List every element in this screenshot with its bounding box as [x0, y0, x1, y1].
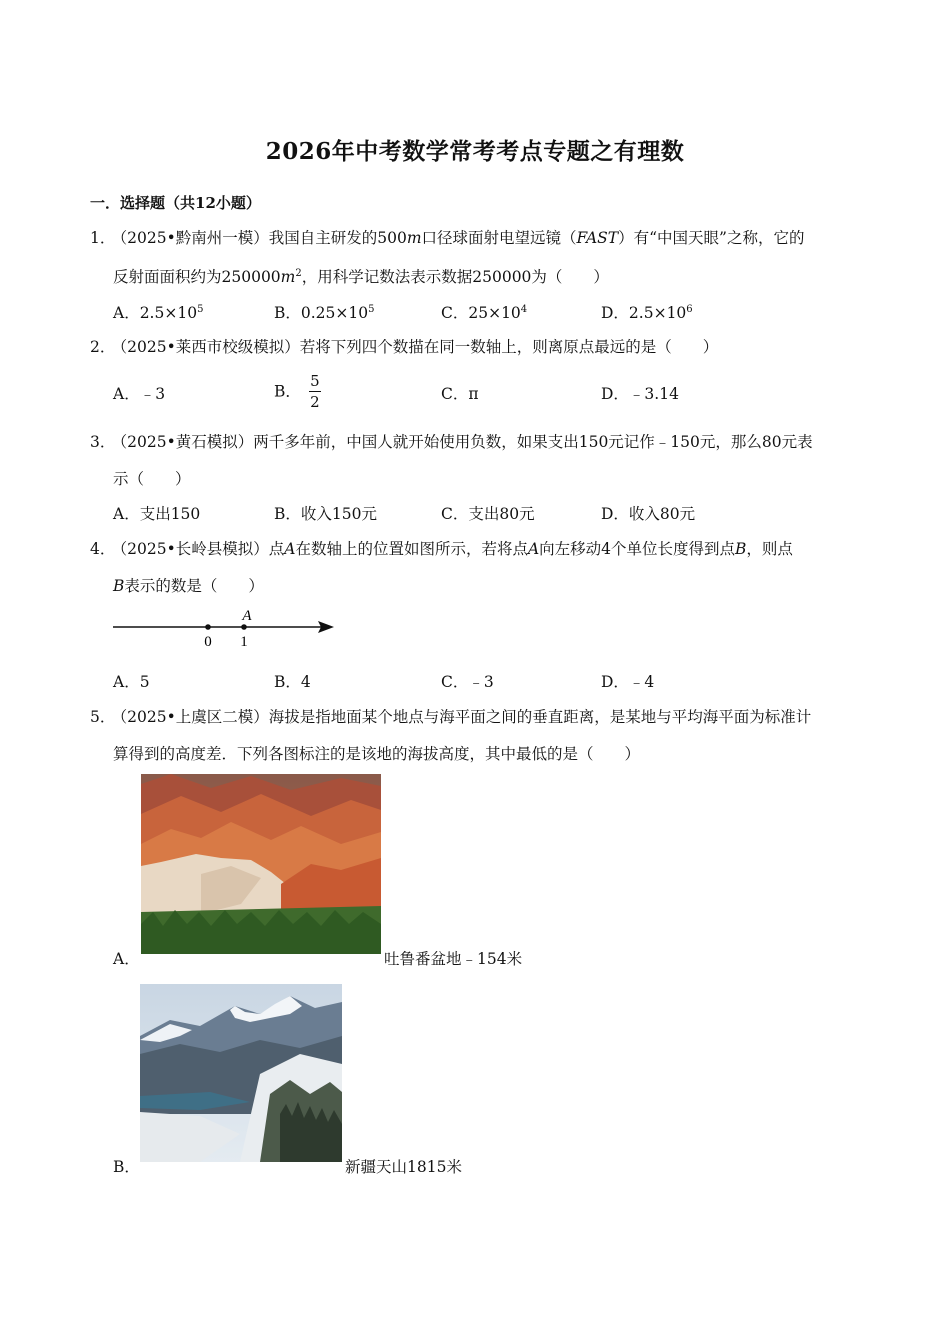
q1-option-a[interactable]: A．$2.5\times 10^5$	[113, 304, 204, 323]
question-number: 1．	[90, 229, 116, 247]
question-source: （2025•上虞区二模）	[119, 708, 269, 726]
q5-option-b-caption: 新疆天山1815米	[345, 1158, 462, 1176]
question-number: 3．	[90, 433, 116, 451]
origin-point	[205, 624, 211, 630]
section-heading: 一．选择题（共12小题）	[90, 194, 261, 212]
q1-option-c[interactable]: C．$25\times 10^4$	[441, 304, 528, 323]
point-a	[241, 624, 247, 630]
turpan-basin-photo[interactable]	[141, 774, 381, 954]
q5-option-a-caption: 吐鲁番盆地﹣154米	[384, 950, 523, 968]
question-5-line-1: 5． （2025•上虞区二模）海拔是指地面某个地点与海平面之间的垂直距离，是某地与平均海平面为标准计	[90, 708, 812, 726]
question-source: （2025•黔南州一模）	[119, 229, 269, 247]
tick-label-0: 0	[204, 634, 212, 650]
question-1-line-1: 1． （2025•黔南州一模）我国自主研发的500m口径球面射电望远镜（FAST）有“中国天眼”之称，它的	[90, 229, 805, 247]
number-line-figure	[110, 604, 342, 652]
page-title: 2026年中考数学常考考点专题之有理数	[265, 138, 685, 165]
question-3-line-2: 示（ ）	[113, 470, 191, 488]
question-number: 5．	[90, 708, 116, 726]
q4-option-d[interactable]: D．﹣4	[601, 673, 655, 691]
q1-option-b[interactable]: B．$0.25\times 10^5$	[274, 304, 375, 323]
question-2-line-1: 2． （2025•莱西市校级模拟）若将下列四个数描在同一数轴上，则离原点最远的是（ ）	[90, 338, 719, 356]
q5-option-a-label[interactable]: A．	[113, 950, 140, 968]
question-5-line-2: 算得到的高度差．下列各图标注的是该地的海拔高度，其中最低的是（ ）	[113, 745, 641, 763]
tianshan-photo[interactable]	[140, 984, 342, 1162]
question-number: 4．	[90, 540, 116, 558]
q2-option-b[interactable]: B． $\frac{5}{2}$	[274, 372, 320, 411]
point-a-label: A	[242, 608, 252, 624]
question-source: （2025•长岭县模拟）	[119, 540, 269, 558]
question-3-line-1: 3． （2025•黄石模拟）两千多年前，中国人就开始使用负数，如果支出150元记作﹣150元，那么80元表	[90, 433, 813, 451]
q1-option-d[interactable]: D．$2.5\times 10^6$	[601, 304, 693, 323]
q3-option-a[interactable]: A．支出150	[113, 505, 201, 523]
q4-option-b[interactable]: B．4	[274, 673, 311, 691]
question-4-line-1: 4． （2025•长岭县模拟）点A在数轴上的位置如图所示，若将点A向左移动4个单位长度得到点B，则点	[90, 540, 793, 558]
q3-option-b[interactable]: B．收入150元	[274, 505, 377, 523]
q2-option-d[interactable]: D．﹣3.14	[601, 385, 679, 403]
q3-option-d[interactable]: D．收入80元	[601, 505, 696, 523]
q2-option-a[interactable]: A．﹣3	[113, 385, 166, 403]
tick-label-1: 1	[240, 634, 248, 650]
q4-option-a[interactable]: A．5	[113, 673, 150, 691]
q2-option-c[interactable]: C．π	[441, 385, 479, 403]
question-source: （2025•黄石模拟）	[119, 433, 254, 451]
q5-option-b-label[interactable]: B．	[113, 1158, 140, 1176]
question-source: （2025•莱西市校级模拟）	[119, 338, 300, 356]
q4-option-c[interactable]: C．﹣3	[441, 673, 494, 691]
fraction-five-halves: $\frac{5}{2}$	[310, 372, 320, 411]
question-number: 2．	[90, 338, 116, 356]
question-4-line-2: B表示的数是（ ）	[113, 577, 264, 595]
q3-option-c[interactable]: C．支出80元	[441, 505, 535, 523]
question-1-line-2: 反射面面积约为$250000m^2$，用科学记数法表示数据250000为（ ）	[113, 268, 609, 287]
